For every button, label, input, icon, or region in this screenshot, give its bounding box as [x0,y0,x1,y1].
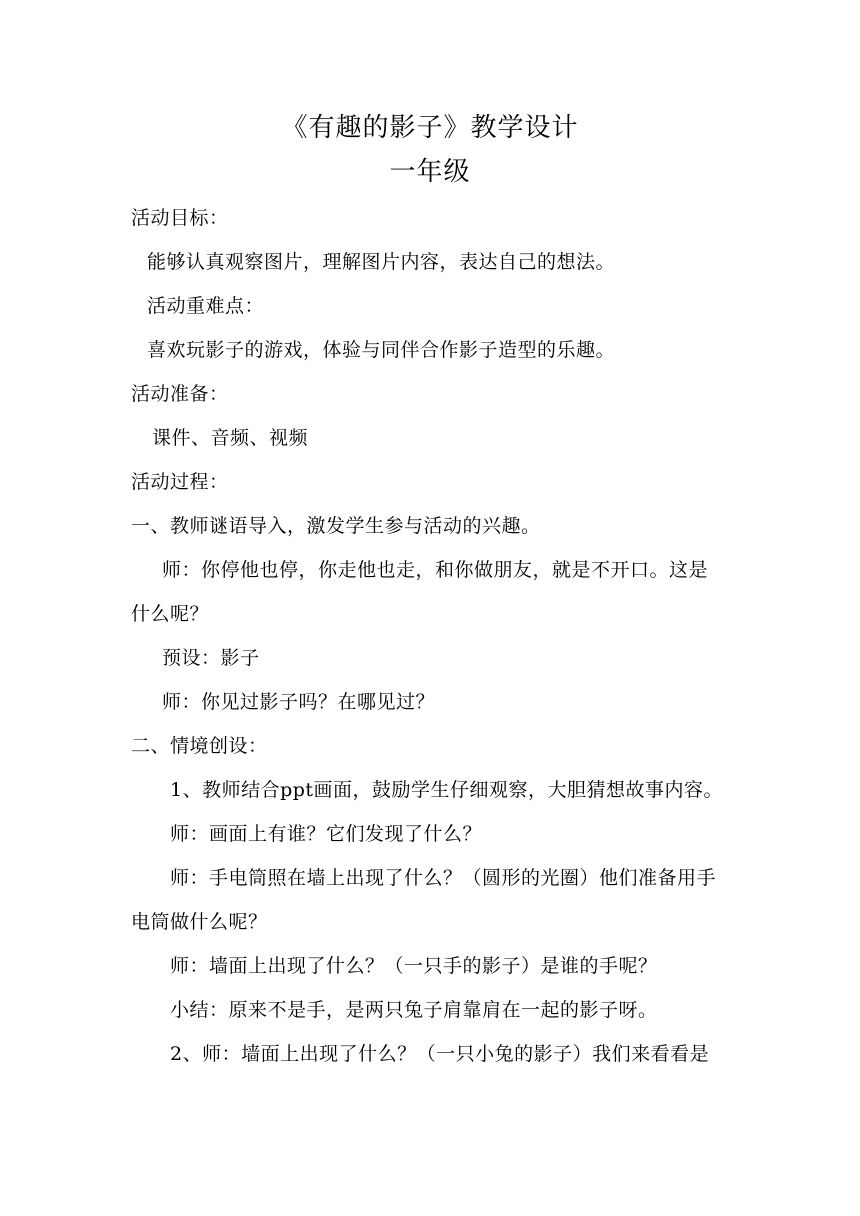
section-heading-key-points: 活动重难点： [147,295,265,317]
paragraph-preset: 预设：影子 [162,647,260,669]
paragraph-summary: 小结：原来不是手，是两只兔子肩靠肩在一起的影子呀。 [170,999,658,1021]
paragraph-step-two-1: 1、教师结合ppt画面，鼓励学生仔细观察，大胆猜想故事内容。 [170,779,724,801]
document-subtitle: 一年级 [389,157,471,187]
section-heading-process: 活动过程： [131,471,229,493]
section-heading-preparation: 活动准备： [131,383,229,405]
paragraph-hand-shadow: 师：墙面上出现了什么？（一只手的影子）是谁的手呢？ [170,955,658,977]
paragraph-goals: 能够认真观察图片，理解图片内容，表达自己的想法。 [147,251,616,273]
step-two-heading: 二、情境创设： [131,735,268,757]
step-one-heading: 一、教师谜语导入，激发学生参与活动的兴趣。 [131,515,541,537]
section-heading-goals: 活动目标： [131,207,229,229]
paragraph-who-on-screen: 师：画面上有谁？它们发现了什么？ [170,823,483,845]
paragraph-key-points: 喜欢玩影子的游戏，体验与同伴合作影子造型的乐趣。 [147,339,616,361]
paragraph-riddle-continued: 什么呢？ [131,603,210,625]
paragraph-flashlight: 师：手电筒照在墙上出现了什么？（圆形的光圈）他们准备用手 [170,867,717,889]
paragraph-preparation: 课件、音频、视频 [152,427,309,449]
paragraph-riddle: 师：你停他也停，你走他也走，和你做朋友，就是不开口。这是 [162,559,709,581]
paragraph-step-two-2: 2、师：墙面上出现了什么？（一只小兔的影子）我们来看看是 [170,1043,710,1065]
paragraph-question: 师：你见过影子吗？在哪见过？ [162,691,436,713]
document-title: 《有趣的影子》教学设计 [281,113,579,143]
paragraph-flashlight-continued: 电筒做什么呢？ [131,911,268,933]
